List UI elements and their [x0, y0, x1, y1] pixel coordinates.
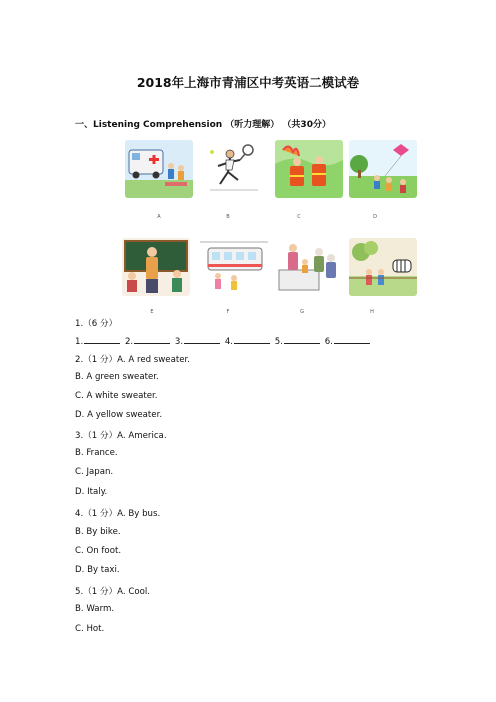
picture-label-b: B	[226, 214, 230, 220]
picture-label-g: G	[300, 309, 304, 315]
picture-a	[125, 140, 193, 198]
page-title: 2018年上海市青浦区中考英语二模试卷	[136, 75, 360, 90]
answer-blank-4[interactable]	[234, 335, 270, 344]
blank-label-2: 2.	[124, 337, 134, 347]
blank-label-6: 6.	[324, 337, 333, 347]
firefighters-icon	[275, 140, 343, 198]
answer-blank-6[interactable]	[334, 335, 370, 344]
blank-label-3: 3.	[174, 337, 184, 347]
picture-c	[275, 140, 343, 198]
elderly-family-icon	[275, 236, 343, 294]
question-line: D. By taxi.	[75, 565, 120, 575]
picture-label-a: A	[157, 214, 161, 220]
question-line: 3.（1 分）A. America.	[75, 431, 167, 441]
picture-b	[200, 140, 268, 198]
classroom-teacher-icon	[122, 238, 190, 296]
answer-blank-3[interactable]	[184, 335, 220, 344]
kite-park-icon	[349, 140, 417, 198]
blank-label-1: 1.	[75, 337, 84, 347]
ambulance-scene-icon	[125, 140, 193, 198]
question-line: B. By bike.	[75, 527, 121, 537]
question-line: C. A white sweater.	[75, 391, 158, 401]
zoo-kids-icon	[349, 238, 417, 296]
picture-h	[349, 238, 417, 296]
question-line: 5.（1 分）A. Cool.	[75, 587, 151, 597]
answer-blank-5[interactable]	[284, 335, 320, 344]
question-line: C. Hot.	[75, 624, 105, 634]
blank-label-4: 4.	[224, 337, 234, 347]
question-line: B. A green sweater.	[75, 372, 159, 382]
blank-label-5: 5.	[274, 337, 283, 347]
answer-blank-2[interactable]	[134, 335, 170, 344]
tennis-player-icon	[200, 140, 268, 198]
question-line: 4.（1 分）A. By bus.	[75, 509, 161, 519]
answer-blank-1[interactable]	[84, 335, 120, 344]
question-line: 2.（1 分）A. A red sweater.	[75, 355, 190, 365]
picture-label-h: H	[370, 309, 374, 315]
section-heading: 一、Listening Comprehension （听力理解） （共30分）	[75, 120, 331, 130]
picture-label-d: D	[373, 214, 377, 220]
question-1-blanks	[75, 335, 372, 347]
question-line: C. Japan.	[75, 467, 114, 477]
picture-label-e: E	[150, 309, 154, 315]
picture-f	[200, 236, 268, 294]
picture-e	[122, 238, 190, 296]
picture-label-f: F	[226, 309, 230, 315]
question-line: C. On foot.	[75, 546, 122, 556]
subway-station-icon	[200, 236, 268, 294]
picture-d	[349, 140, 417, 198]
question-line: D. A yellow sweater.	[75, 410, 163, 420]
picture-g	[275, 236, 343, 294]
picture-label-c: C	[297, 214, 301, 220]
question-line: B. Warm.	[75, 604, 115, 614]
question-line: B. France.	[75, 448, 118, 458]
question-line: D. Italy.	[75, 487, 108, 497]
question-1-heading: 1.（6 分）	[75, 319, 118, 329]
